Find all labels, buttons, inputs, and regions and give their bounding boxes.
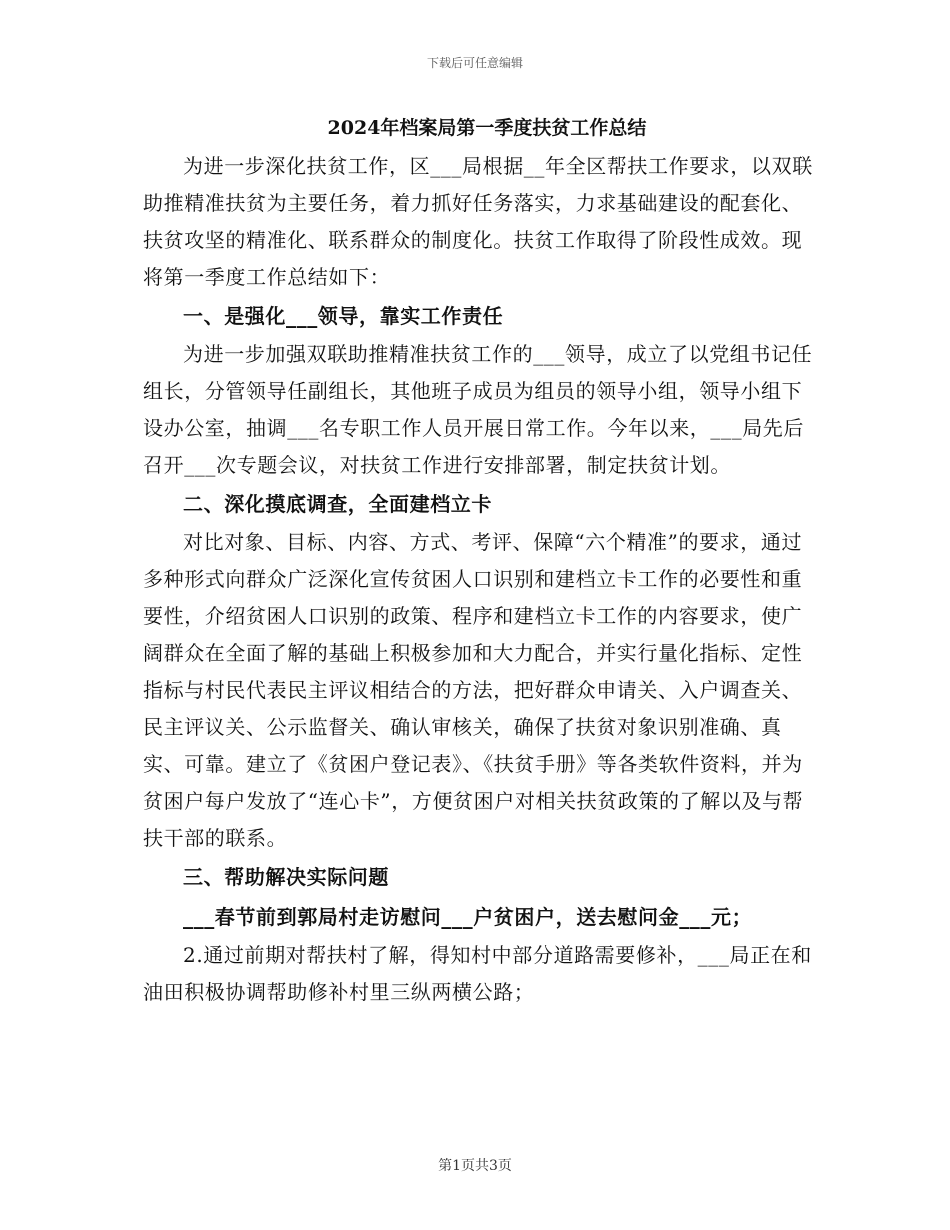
page-header: 下载后可任意编辑 xyxy=(426,56,523,70)
document-title: 2024年档案局第一季度扶贫工作总结 xyxy=(327,117,647,139)
paragraph-leadership: 为进一步加强双联助推精准扶贫工作的___领导，成立了以党组书记任组长，分管领导任副组长，其他班子成员为组员的领导小组，领导小组下设办公室，抽调___名专职工作人员开展日常工作。今年以来，___局先后召开___次专题会议，对扶贫工作进行安排部署，制定扶贫计划。 xyxy=(143,342,813,477)
list-item-2: 2.通过前期对帮扶村了解，得知村中部分道路需要修补，___局正在和油田积极协调帮助修补村里三纵两横公路； xyxy=(143,943,812,1004)
section-heading-3: 三、帮助解决实际问题 xyxy=(183,865,389,889)
document-body xyxy=(143,108,813,1011)
paragraph-survey: 对比对象、目标、内容、方式、考评、保障“六个精准”的要求，通过多种形式向群众广泛深化宣传贫困人口识别和建档立卡工作的必要性和重要性，介绍贫困人口识别的政策、程序和建档立卡工作的内容要求，使广阔群众在全面了解的基础上积极参加和大力配合，并实行量化指标、定性指标与村民代表民主评议相结合的方法，把好群众申请关、入户调查关、民主评议关、公示监督关、确认审核关，确保了扶贫对象识别准确、真实、可靠。建立了《贫困户登记表》、《扶贫手册》等各类软件资料，并为贫困户每户发放了“连心卡”，方便贫困户对相关扶贫政策的了解以及与帮扶干部的联系。 xyxy=(143,530,804,850)
section-heading-2: 二、深化摸底调查，全面建档立卡 xyxy=(183,492,492,516)
section-heading-1: 一、是强化___领导，靠实工作责任 xyxy=(183,304,504,328)
paragraph-intro: 为进一步深化扶贫工作，区___局根据__年全区帮扶工作要求，以双联助推精准扶贫为主要任务，着力抓好任务落实，力求基础建设的配套化、扶贫攻坚的精准化、联系群众的制度化。扶贫工作取得了阶段性成效。现将第一季度工作总结如下： xyxy=(143,154,813,289)
list-item-1: ___春节前到郭局村走访慰问___户贫困户，送去慰问金___元； xyxy=(183,905,753,929)
page-footer: 第1页共3页 xyxy=(438,1158,512,1174)
